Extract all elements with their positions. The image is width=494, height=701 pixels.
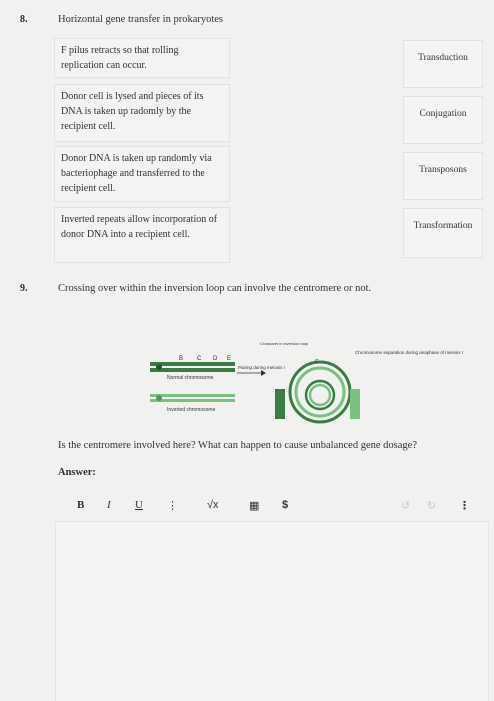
italic-button[interactable]: I (107, 499, 111, 511)
crossover-label: Crossover in inversion loop (260, 341, 309, 346)
premise-2[interactable]: Donor cell is lysed and pieces of its DNA is taken up radomly by the recipient cell. (54, 84, 230, 142)
undo-icon[interactable]: ↺ (401, 500, 411, 512)
separation-label: Chromosome separation during anaphase of meiosis I (355, 350, 464, 355)
inversion-loop-diagram (145, 337, 464, 427)
question-8-prompt: Horizontal gene transfer in prokaryotes (58, 14, 224, 25)
answer-option-transposons[interactable]: Transposons (403, 152, 483, 200)
normal-chromosome-label: Normal chromosome (167, 375, 214, 381)
normal-chromosome (150, 356, 235, 381)
loop-letter-c: C (315, 359, 319, 365)
normal-letter-e: E (227, 356, 232, 362)
question-9-prompt: Crossing over within the inversion loop can involve the centromere or not. (58, 283, 372, 294)
premise-3[interactable]: Donor DNA is taken up randomly via bacteriophage and transferred to the recipient cell. (54, 146, 230, 202)
normal-letter-d: D (213, 356, 218, 362)
question-8-number: 8. (20, 14, 28, 25)
answer-editor[interactable] (55, 521, 489, 701)
answer-option-transduction[interactable]: Transduction (403, 40, 483, 88)
editor-toolbar (55, 491, 487, 521)
inverted-chromosome (150, 394, 235, 413)
overflow-menu-icon[interactable]: ⋮ (459, 500, 470, 512)
answer-option-conjugation[interactable]: Conjugation (403, 96, 483, 144)
question-9-number: 9. (20, 283, 28, 294)
redo-icon[interactable]: ↻ (427, 500, 437, 512)
bold-button[interactable]: B (77, 499, 85, 511)
premise-1[interactable]: F pilus retracts so that rolling replication can occur. (54, 38, 230, 78)
pairing-label: Pairing during meiosis I (238, 365, 285, 370)
normal-letter-b: B (179, 356, 184, 362)
table-icon[interactable]: ▦ (249, 500, 260, 512)
inverted-chromosome-label: Inverted chromosome (167, 407, 216, 413)
answer-label: Answer: (58, 467, 96, 478)
more-options-icon[interactable]: ⋮ (167, 500, 178, 512)
answer-option-transformation[interactable]: Transformation (403, 208, 483, 258)
inversion-loop (275, 359, 360, 422)
currency-icon[interactable]: $ (282, 499, 289, 511)
premise-4[interactable]: Inverted repeats allow incorporation of donor DNA into a recipient cell. (54, 207, 230, 263)
normal-letter-c: C (197, 356, 202, 362)
underline-button[interactable]: U (135, 499, 143, 511)
question-9-question: Is the centromere involved here? What can happen to cause unbalanced gene dosage? (58, 440, 417, 451)
math-equation-icon[interactable]: √x (207, 499, 219, 511)
